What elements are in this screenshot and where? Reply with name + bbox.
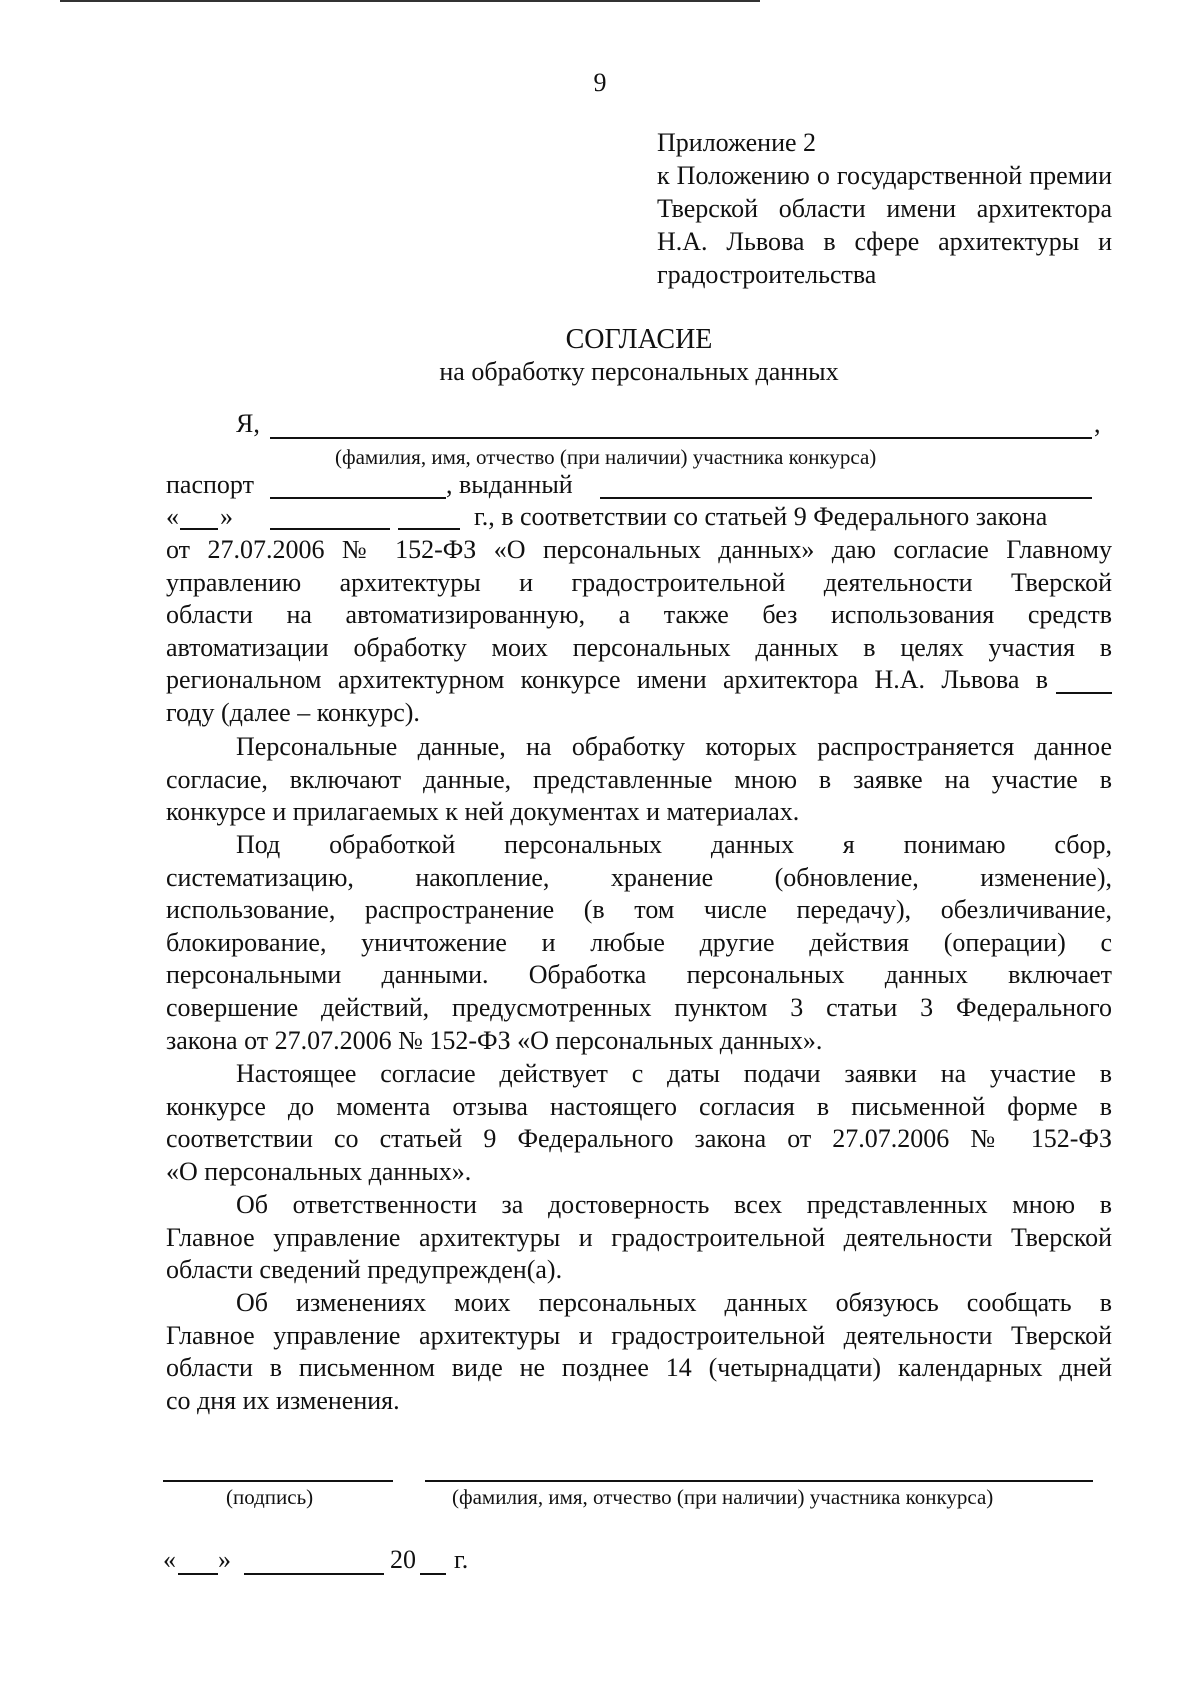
name-field[interactable] xyxy=(270,437,1092,439)
appendix-text: к Положению о государственной премии Тверской области имени архитектора Н.А. Львова в сфере архитектуры и градостроительства xyxy=(657,161,1112,289)
paragraph-line: использование, распространение (в том числе передачу), обезличивание, xyxy=(166,895,1112,925)
paragraph-line: области в письменном виде не позднее 14 (четырнадцати) календарных дней xyxy=(166,1353,1112,1383)
paragraph-line: Настоящее согласие действует с даты подачи заявки на участие в xyxy=(236,1059,1112,1088)
name-comma: , xyxy=(1094,409,1101,438)
appendix-block xyxy=(657,126,1112,291)
passport-number-field[interactable] xyxy=(270,497,446,499)
sign-year-suffix: г. xyxy=(454,1545,469,1574)
paragraph-line: области сведений предупрежден(а). xyxy=(166,1255,563,1285)
paragraph-line: совершение действий, предусмотренных пунктом 3 статьи 3 Федерального xyxy=(166,992,1112,1022)
paragraph-line: региональном архитектурном конкурсе имени архитектора Н.А. Львова в xyxy=(166,665,1048,695)
date-quote-open: « xyxy=(166,502,179,531)
paragraph-line: закона от 27.07.2006 № 152-ФЗ «О персональных данных». xyxy=(166,1025,823,1055)
signature-name-caption: (фамилия, имя, отчество (при наличии) участника конкурса) xyxy=(452,1485,994,1509)
page-number: 9 xyxy=(593,68,607,97)
signature-field[interactable] xyxy=(163,1480,393,1482)
document-subtitle: на обработку персональных данных xyxy=(439,357,839,386)
paragraph-line: автоматизации обработку моих персональных данных в целях участия в xyxy=(166,632,1112,662)
paragraph-line: систематизацию, накопление, хранение (обновление, изменение), xyxy=(166,862,1112,892)
paragraph-line: году (далее – конкурс). xyxy=(166,697,420,727)
sign-year-prefix: 20 xyxy=(390,1545,416,1574)
validity-paragraph xyxy=(166,1058,1112,1188)
paragraph-line: конкурсе до момента отзыва настоящего согласия в письменной форме в xyxy=(166,1091,1112,1121)
sign-date-quote-open: « xyxy=(163,1545,176,1574)
paragraph-line: соответствии со статьей 9 Федерального закона от 27.07.2006 № 152-ФЗ xyxy=(166,1124,1112,1154)
paragraph-line: конкурсе и прилагаемых к ней документах и материалах. xyxy=(166,797,800,827)
date-tail-text: г., в соответствии со статьей 9 Федерального закона xyxy=(474,502,1048,531)
i-label: Я, xyxy=(236,409,260,438)
paragraph-line: со дня их изменения. xyxy=(166,1385,400,1415)
responsibility-paragraph xyxy=(166,1189,1112,1287)
paragraph-line: Об изменениях моих персональных данных обязуюсь сообщать в xyxy=(236,1288,1112,1317)
issue-day-field[interactable] xyxy=(180,528,218,530)
paragraph-line: области на автоматизированную, а также без использования средств xyxy=(166,600,1112,630)
issued-by-field[interactable] xyxy=(600,497,1092,499)
personal-data-paragraph xyxy=(166,731,1112,829)
consent-paragraph xyxy=(166,534,1112,730)
paragraph-line: блокирование, уничтожение и любые другие действия (операции) с xyxy=(166,927,1112,957)
top-edge-line xyxy=(60,0,760,2)
paragraph-line: Персональные данные, на обработку которых распространяется данное xyxy=(236,732,1112,761)
sign-year-field[interactable] xyxy=(420,1573,446,1575)
document-title: СОГЛАСИЕ xyxy=(565,324,713,355)
signature-caption: (подпись) xyxy=(226,1485,314,1509)
passport-label: паспорт xyxy=(166,470,254,499)
paragraph-line: Главное управление архитектуры и градостроительной деятельности Тверской xyxy=(166,1222,1112,1252)
sign-day-field[interactable] xyxy=(178,1573,218,1575)
paragraph-line: Главное управление архитектуры и градостроительной деятельности Тверской xyxy=(166,1320,1112,1350)
date-quote-close: » xyxy=(220,502,233,531)
signature-name-field[interactable] xyxy=(425,1480,1093,1482)
processing-paragraph xyxy=(166,829,1112,1057)
paragraph-line: управлению архитектуры и градостроительной деятельности Тверской xyxy=(166,567,1112,597)
contest-year-field[interactable] xyxy=(1056,692,1112,694)
paragraph-line: согласие, включают данные, представленные мною в заявке на участие в xyxy=(166,764,1112,794)
appendix-label: Приложение 2 xyxy=(657,128,817,157)
issued-label: , выданный xyxy=(446,470,573,499)
paragraph-line: Под обработкой персональных данных я понимаю сбор, xyxy=(236,830,1112,859)
name-hint: (фамилия, имя, отчество (при наличии) участника конкурса) xyxy=(335,445,877,469)
paragraph-line: Об ответственности за достоверность всех представленных мною в xyxy=(236,1190,1112,1219)
sign-date-quote-close: » xyxy=(218,1545,231,1574)
issue-year-field[interactable] xyxy=(398,528,460,530)
changes-paragraph xyxy=(166,1287,1112,1417)
paragraph-line: персональными данными. Обработка персональных данных включает xyxy=(166,960,1112,990)
paragraph-line: «О персональных данных». xyxy=(166,1156,472,1186)
sign-month-field[interactable] xyxy=(244,1573,384,1575)
issue-month-field[interactable] xyxy=(270,528,390,530)
paragraph-line: от 27.07.2006 № 152-ФЗ «О персональных данных» даю согласие Главному xyxy=(166,535,1112,564)
